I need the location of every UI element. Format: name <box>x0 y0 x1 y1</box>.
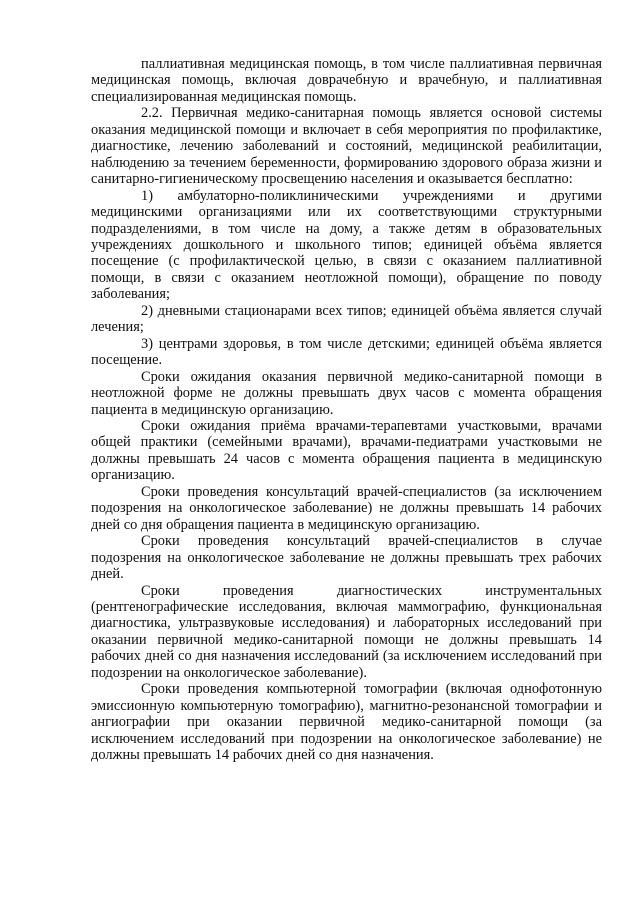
list-item-3-health-centers: 3) центрами здоровья, в том числе детскими; единицей объёма является посещение. <box>91 335 602 369</box>
list-item-1-outpatient: 1) амбулаторно-поликлиническими учреждениями и другими медицинскими организациями или их соответствующими структурными подразделениями, в том числе на дому, а также детям в образовательных учреждениях дошкольного и школьного типов; единицей объёма является посещение (с профилактической целью, в связи с оказанием паллиативной помощи, в связи с оказанием неотложной помощи), обращение по поводу заболевания; <box>91 187 602 303</box>
paragraph-specialist-consultation: Сроки проведения консультаций врачей-специалистов (за исключением подозрения на онкологическое заболевание) не должны превышать 14 рабочих дней со дня обращения пациента в медицинскую организацию. <box>91 483 602 533</box>
document-page <box>91 56 602 763</box>
paragraph-tomography: Сроки проведения компьютерной томографии (включая однофотонную эмиссионную компьютерную томографию), магнитно-резонансной томографии и ангиографии при оказании первичной медико-санитарной помощи (за исключением исследований при подозрении на онкологическое заболевание) не должны превышать 14 рабочих дней со дня назначения. <box>91 681 602 764</box>
paragraph-diagnostic-tests: Сроки проведения диагностических инструментальных (рентгенографические исследования, включая маммографию, функциональная диагностика, ультразвуковые исследования) и лабораторных исследований при оказании первичной медико-санитарной помощи не должны превышать 14 рабочих дней со дня назначения исследований (за исключением исследований при подозрении на онкологическое заболевание). <box>91 582 602 681</box>
paragraph-palliative-care: паллиативная медицинская помощь, в том числе паллиативная первичная медицинская помощь, включая доврачебную и врачебную, и паллиативная специализированная медицинская помощь. <box>91 56 602 105</box>
paragraph-2-2-primary-care: 2.2. Первичная медико-санитарная помощь является основой системы оказания медицинской помощи и включает в себя мероприятия по профилактике, диагностике, лечению заболеваний и состояний, медицинской реабилитации, наблюдению за течением беременности, формированию здорового образа жизни и санитарно-гигиеническому просвещению населения и оказывается бесплатно: <box>91 105 602 188</box>
paragraph-oncology-consultation: Сроки проведения консультаций врачей-специалистов в случае подозрения на онкологическое заболевание не должны превышать трех рабочих дней. <box>91 533 602 583</box>
paragraph-therapist-wait: Сроки ожидания приёма врачами-терапевтами участковыми, врачами общей практики (семейными врачами), врачами-педиатрами участковыми не должны превышать 24 часов с момента обращения пациента в медицинскую организацию. <box>91 417 602 484</box>
paragraph-urgent-care-wait: Сроки ожидания оказания первичной медико-санитарной помощи в неотложной форме не должны превышать двух часов с момента обращения пациента в медицинскую организацию. <box>91 368 602 418</box>
list-item-2-day-hospitals: 2) дневными стационарами всех типов; единицей объёма является случай лечения; <box>91 302 602 336</box>
